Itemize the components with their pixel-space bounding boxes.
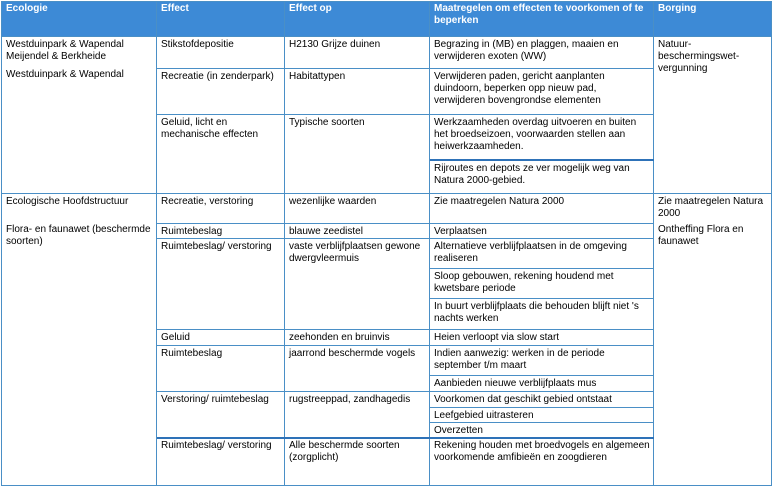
maatregel-cell: Leefgebied uitrasteren [434, 410, 534, 421]
effect-op-cell: zeehonden en bruinvis [289, 332, 390, 343]
maatregel-cell: Begrazing in (MB) en plaggen, maaien en verwijderen exoten (WW) [434, 39, 619, 62]
column-divider [284, 2, 285, 485]
effect-cell: Verstoring/ ruimtebeslag [161, 394, 269, 405]
effect-op-cell: wezenlijke waarden [289, 196, 377, 207]
effect-cell: Recreatie (in zenderpark) [161, 71, 274, 82]
effect-op-cell: Alle beschermde soorten (zorgplicht) [289, 440, 400, 463]
header-borging: Borging [654, 2, 771, 36]
effect-cell: Geluid, licht en mechanische effecten [161, 117, 259, 140]
row-divider [430, 268, 654, 269]
row-divider [157, 114, 654, 115]
ecologie-natura-2: Westduinpark & Wapendal [6, 69, 124, 80]
row-divider [157, 68, 654, 69]
effect-op-cell: jaarrond beschermde vogels [289, 348, 416, 359]
maatregel-cell: Indien aanwezig: werken in de periode september t/m maart [434, 348, 605, 371]
effect-cell: Ruimtebeslag/ verstoring [161, 440, 272, 451]
effect-cell: Geluid [161, 332, 190, 343]
row-divider [430, 298, 654, 299]
maatregel-cell: Rijroutes en depots ze ver mogelijk weg van Natura 2000-gebied. [434, 163, 630, 186]
maatregel-cell: Werkzaamheden overdag uitvoeren en buiten het broedseizoen, voorwaarden stellen aan heiwerkzaamheden. [434, 117, 637, 152]
row-divider [157, 437, 654, 439]
row-divider [157, 391, 654, 392]
borging-ontheffing: Ontheffing Flora en faunawet [658, 224, 744, 247]
column-divider [156, 2, 157, 485]
effect-op-cell: Habitattypen [289, 71, 346, 82]
effect-op-cell: H2130 Grijze duinen [289, 39, 381, 50]
row-divider [157, 223, 654, 224]
borging-vergunning: Natuur-beschermingswet-vergunning [658, 39, 740, 74]
row-divider [157, 329, 654, 330]
effect-cell: Ruimtebeslag [161, 348, 223, 359]
maatregel-cell: Overzetten [434, 425, 483, 436]
effect-cell: Ruimtebeslag/ verstoring [161, 241, 272, 252]
maatregel-cell: Alternatieve verblijfplaatsen in de omgeving realiseren [434, 241, 627, 264]
effect-cell: Recreatie, verstoring [161, 196, 254, 207]
row-divider [430, 375, 654, 376]
ecologie-ehs: Ecologische Hoofdstructuur [6, 196, 129, 207]
maatregel-cell: Sloop gebouwen, rekening houdend met kwetsbare periode [434, 271, 614, 294]
maatregel-cell: Rekening houden met broedvogels en algemeen voorkomende amfibieën en zoogdieren [434, 440, 650, 463]
row-divider [430, 422, 654, 423]
measures-table [1, 1, 772, 486]
maatregel-cell: Verplaatsen [434, 226, 487, 237]
effect-op-cell: blauwe zeedistel [289, 226, 363, 237]
row-divider [430, 159, 654, 161]
header-ecologie: Ecologie [2, 2, 157, 36]
effect-op-cell: vaste verblijfplaatsen gewone dwergvleermuis [289, 241, 421, 264]
effect-cell: Stikstofdepositie [161, 39, 234, 50]
maatregel-cell: Zie maatregelen Natura 2000 [434, 196, 565, 207]
maatregel-cell: Voorkomen dat geschikt gebied ontstaat [434, 394, 612, 405]
row-divider [2, 193, 771, 194]
maatregel-cell: Verwijderen paden, gericht aanplanten duindoorn, beperken opp nieuw pad, verwijderen bovengrondse elementen [434, 71, 605, 106]
row-divider [157, 345, 654, 346]
ecologie-flora: Flora- en faunawet (beschermde soorten) [6, 224, 151, 247]
row-divider [2, 36, 771, 37]
row-divider [430, 407, 654, 408]
header-maatregelen: Maatregelen om effecten te voorkomen of te beperken [430, 2, 654, 36]
maatregel-cell: Aanbieden nieuwe verblijfplaats mus [434, 378, 597, 389]
header-effect: Effect [157, 2, 285, 36]
ecologie-natura-1: Westduinpark & Wapendal Meijendel & Berkheide [6, 39, 124, 62]
maatregel-cell: In buurt verblijfplaats die behouden blijft niet 's nachts werken [434, 301, 639, 324]
borging-natura: Zie maatregelen Natura 2000 [658, 196, 764, 219]
header-effect-op: Effect op [285, 2, 430, 36]
column-divider [653, 2, 654, 485]
row-divider [157, 238, 654, 239]
effect-cell: Ruimtebeslag [161, 226, 223, 237]
column-divider [429, 2, 430, 485]
effect-op-cell: rugstreeppad, zandhagedis [289, 394, 411, 405]
maatregel-cell: Heien verloopt via slow start [434, 332, 560, 343]
effect-op-cell: Typische soorten [289, 117, 365, 128]
